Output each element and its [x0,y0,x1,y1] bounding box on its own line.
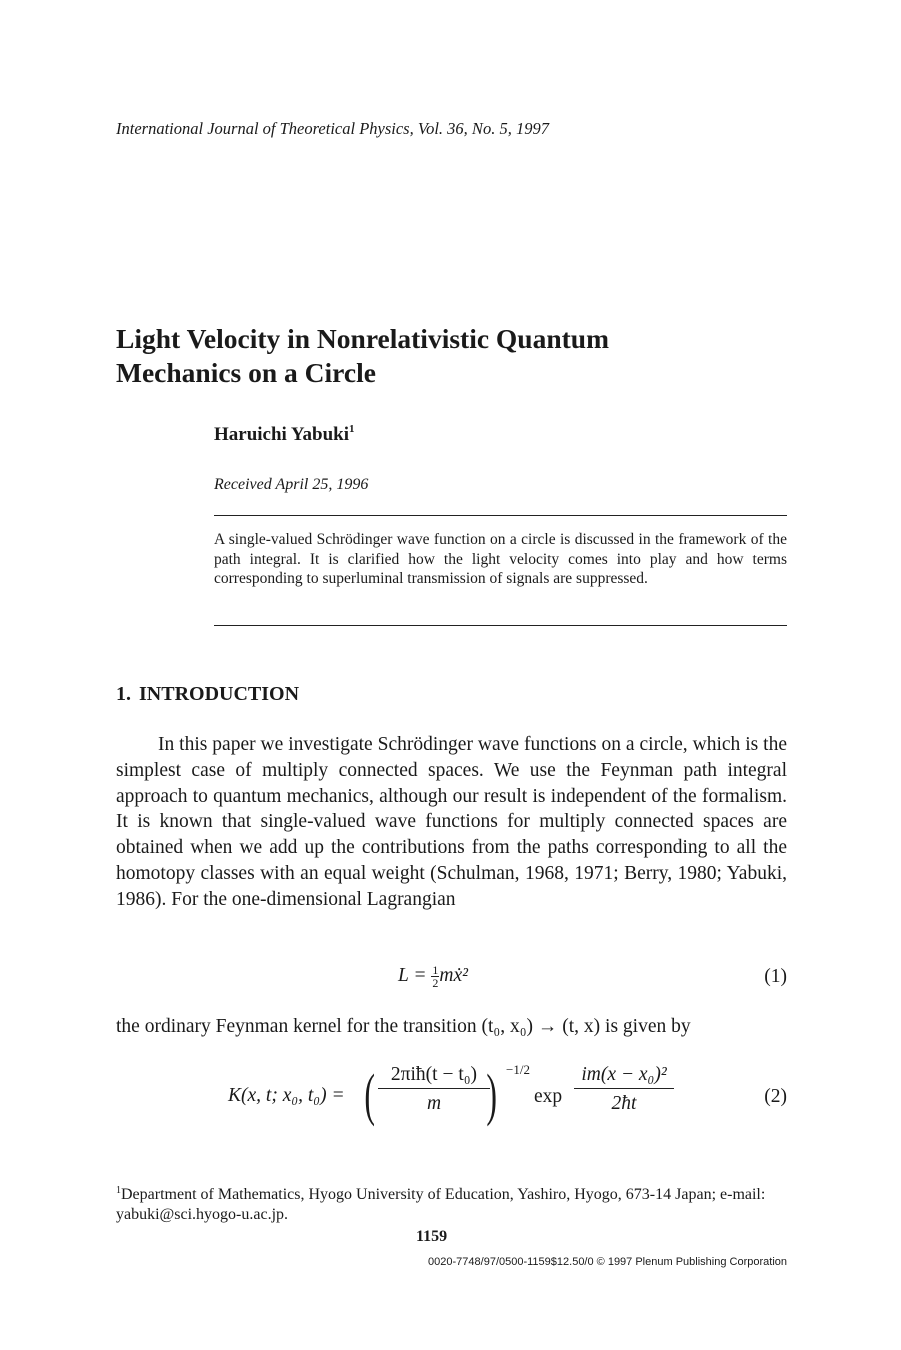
eq1-frac-den: 2 [432,976,439,990]
eq2-fraction [378,1064,490,1115]
copyright-line: 0020-7748/97/0500-1159$12.50/0 © 1997 Plenum Publishing Corporation [428,1256,787,1268]
abstract-text: A single-valued Schrödinger wave function on a circle is discussed in the framework of the path integral. It is clarified how the light velocity comes into play and how terms corresponding to superluminal transmission of signals are suppressed. [214,531,787,587]
paper-title [116,322,609,390]
equation-1-number: (1) [764,966,787,987]
eq2-exp-den: 2ħt [611,1093,637,1114]
title-line-1: Light Velocity in Nonrelativistic Quantum [116,323,609,354]
equation-1 [398,964,468,989]
journal-header: International Journal of Theoretical Physics, Vol. 36, No. 5, 1997 [116,119,549,138]
equation-2-number: (2) [764,1086,787,1107]
author-text: Haruichi Yabuki [214,424,349,445]
page-number: 1159 [416,1228,448,1245]
equation-2 [228,1064,688,1136]
eq2-exp-fraction [574,1064,674,1115]
footnote [116,1181,787,1225]
abstract-top-rule [214,515,787,516]
eq2-frac-den: m [426,1093,442,1114]
eq2-right-paren: ) [486,1062,497,1127]
author-footnote-mark: 1 [348,423,355,435]
intro-body [116,732,787,913]
section-heading [116,683,299,706]
eq2-exp-num: im(x − x₀)² [574,1064,674,1089]
eq2-exp: exp [534,1086,563,1107]
eq1-frac-num: 1 [432,963,439,977]
author-name [214,423,354,446]
section-title: INTRODUCTION [139,683,300,705]
eq2-lhs-text: K(x, t; x₀, t₀) = [228,1085,345,1106]
eq1-lhs: L = [398,964,432,986]
eq2-left-paren: ( [364,1062,375,1127]
received-date: Received April 25, 1996 [214,476,369,493]
title-line-2: Mechanics on a Circle [116,357,376,388]
intro-paragraph: In this paper we investigate Schrödinger wave functions on a circle, which is the simplest case of multiply connected spaces. We use the Feynman path integral approach to quantum mechanics, although our result is independent of the formalism. It is known that single-valued wave functions for multiply connected spaces are obtained when we add up the contributions from the paths corresponding to all the homotopy classes with an equal weight (Schulman, 1968, 1971; Berry, 1980; Yabuki, 1986). For the one-dimensional Lagrangian [116,734,787,910]
transition-sentence: the ordinary Feynman kernel for the transition (t₀, x₀) → (t, x) is given by [116,1016,691,1037]
section-number: 1. [116,683,131,705]
eq1-rhs: mẋ² [439,964,468,986]
eq2-lhs [228,1085,345,1107]
abstract-bottom-rule [214,625,787,626]
footnote-text: Department of Mathematics, Hyogo University of Education, Yashiro, Hyogo, 673-14 Japan; e-mail: yabuki@sci.hyogo-u.ac.jp. [116,1186,766,1223]
footnote-mark: 1 [116,1185,121,1196]
eq2-frac-num: 2πiħ(t − t₀) [378,1064,490,1089]
eq2-power: −1/2 [506,1062,530,1077]
